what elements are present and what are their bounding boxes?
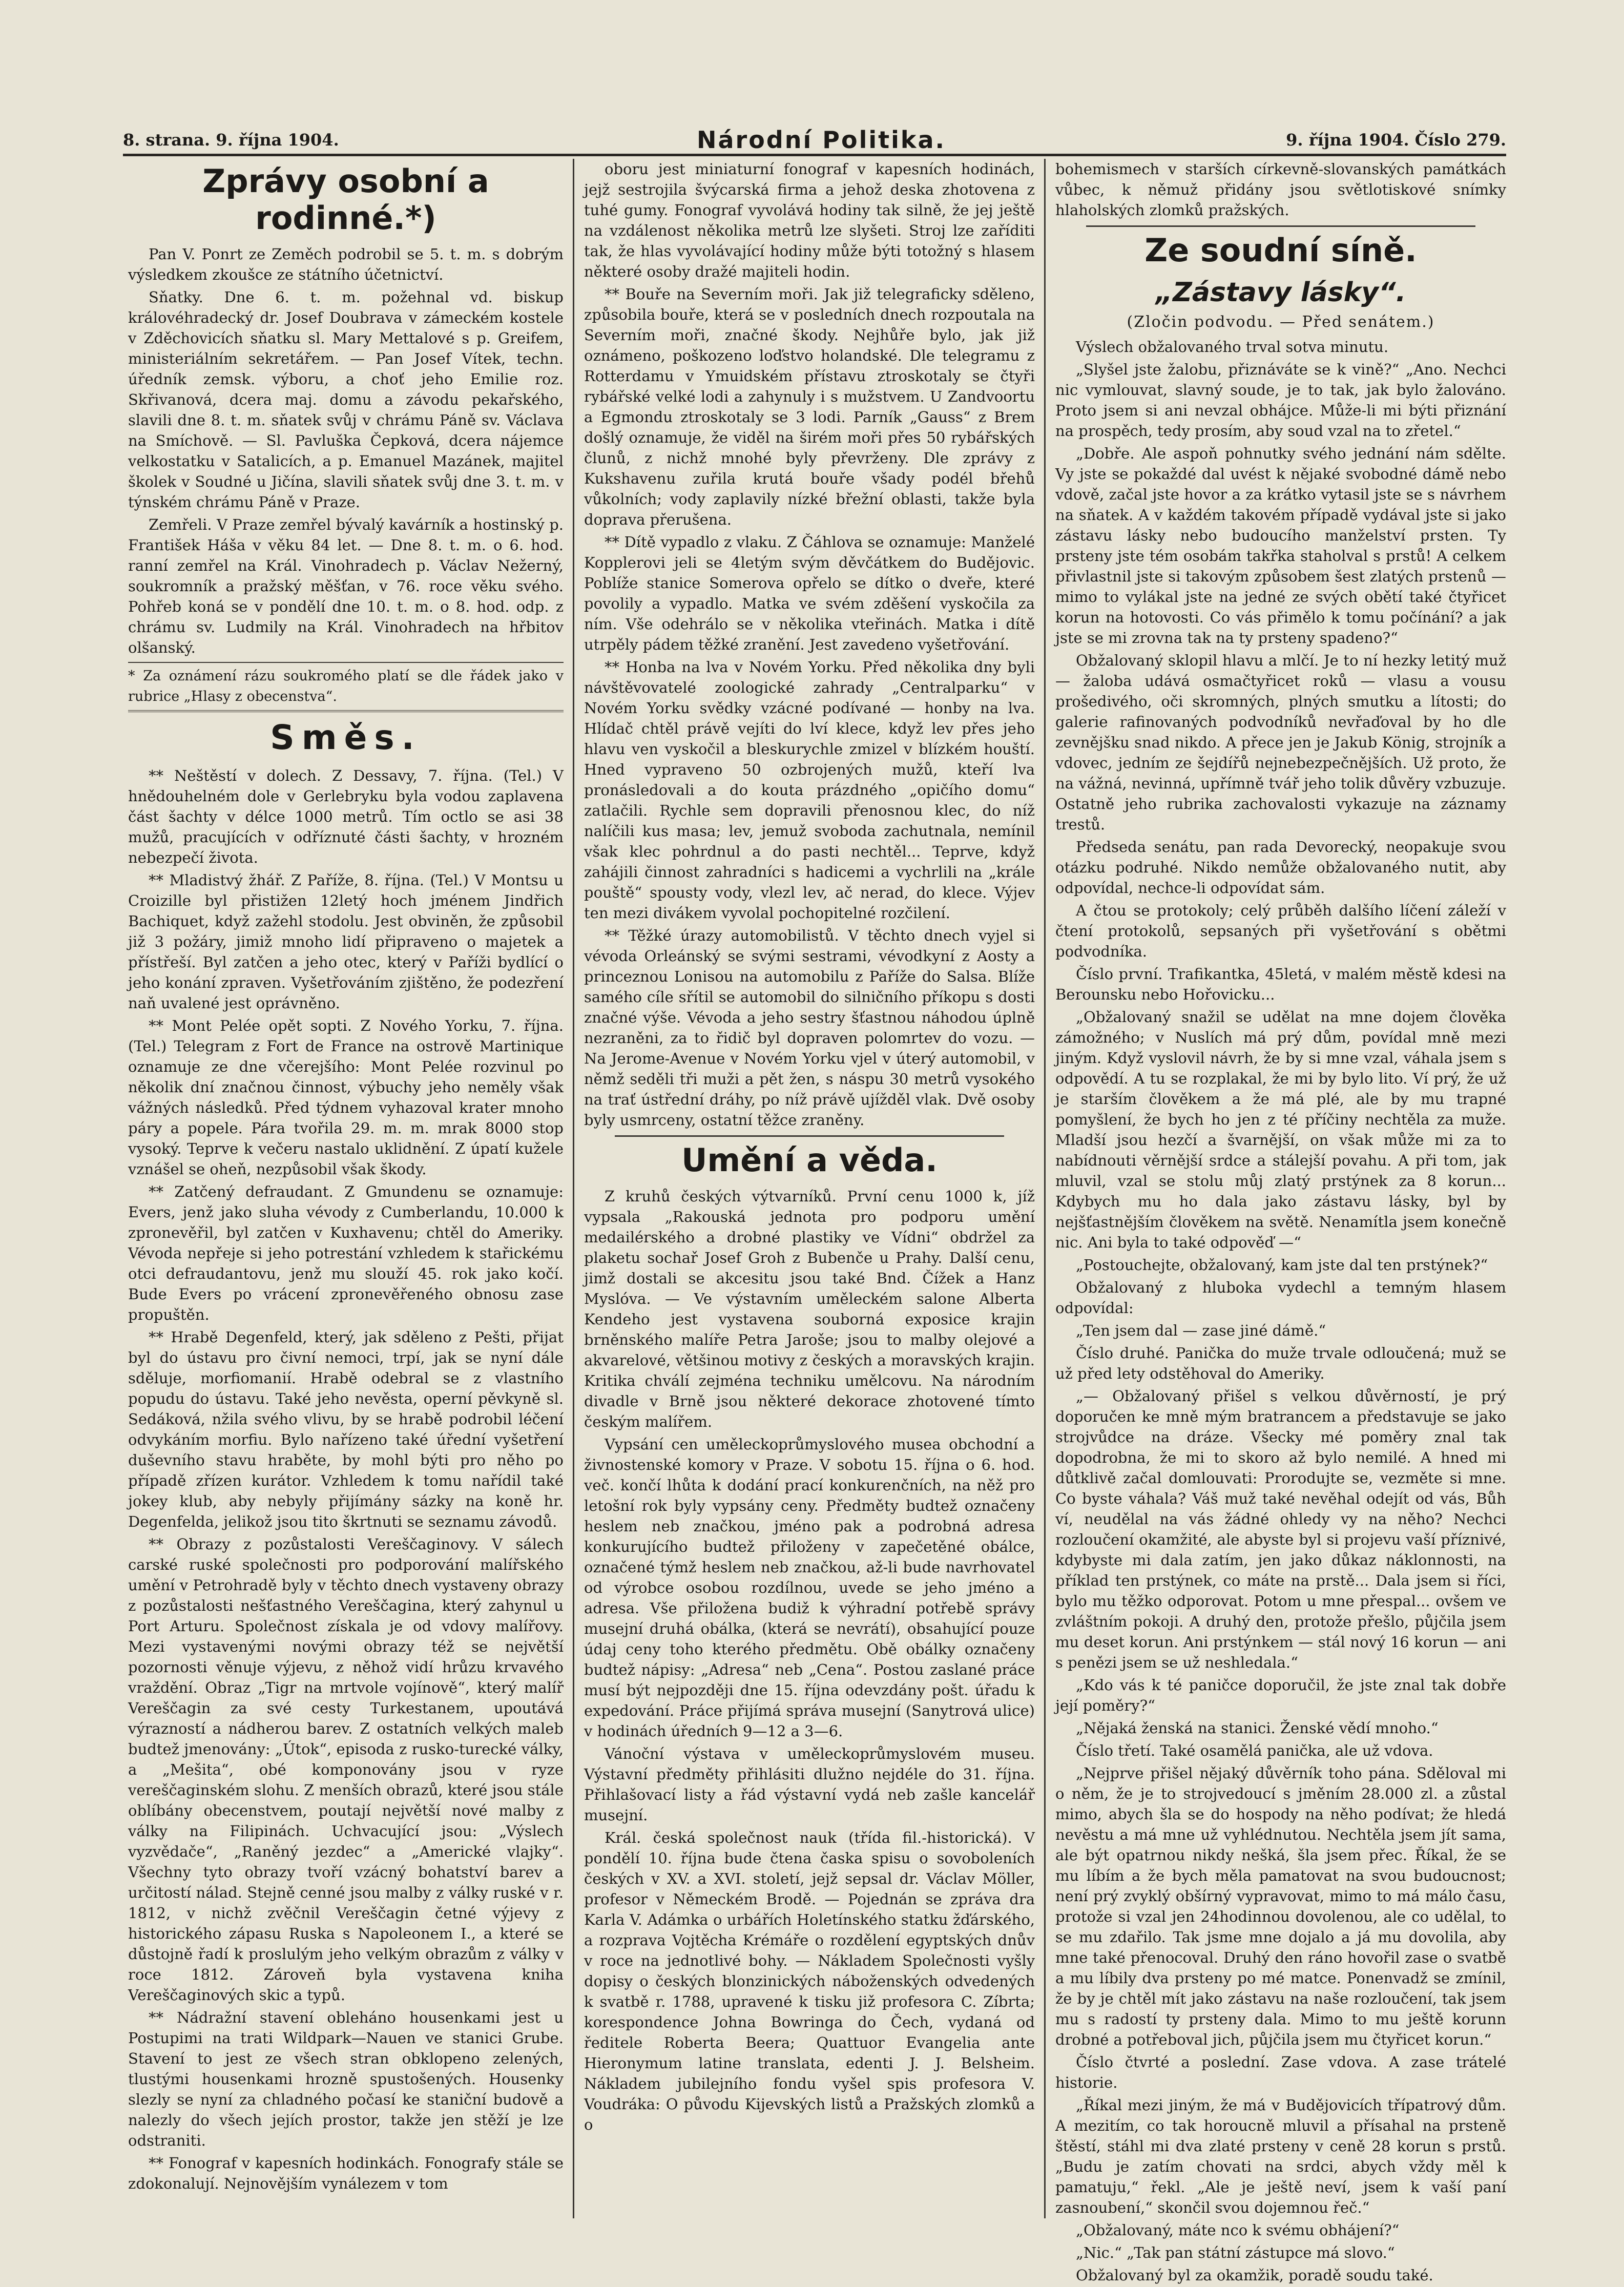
paragraph: „Dobře. Ale aspoň pohnutky svého jednání nám sdělte. Vy jste se pokaždé dal uvést k nějaké svobodné dámě nebo vdově, začal jste hovor a za krátko vytasil jste se s návrhem na sňatek. A v každém takovém případě vydával jste si jako zástavu lásky nebo budoucího manželství prsten. Ty prsteny jste tém osobám takřka staholval s prstů! A celkem přivlastnil jste si takovým způsobem šest zlatých prstenů — mimo to vylákal jste na jedné ze svých obětí také čtyřicet korun na hotovosti. Co vás přimělo k tomu počínání? a jak jste se mi zrovna tak na ty prsteny spadeno?“: [1055, 445, 1506, 647]
article-subtitle: (Zločin podvodu. — Před senátem.): [1127, 313, 1435, 331]
paragraph: „Postouchejte, obžalovaný, kam jste dal ten prstýnek?“: [1076, 1256, 1488, 1274]
paragraph: ** Mladistvý žhář. Z Paříže, 8. října. (Tel.) V Montsu u Croizille byl přistižen 12letý hoch jménem Jindřich Bachiquet, když zažehl stodolu. Jest obviněn, že způsobil již 3 požáry, jimiž mnoho lidí připraveno o majetek a přístřeší. Byl zatčen a jeho otec, který v Paříži bydlící o jeho konání zpraven. Vyšetřováním zjištěno, že podezření naň uvalené jest oprávněno.: [128, 871, 564, 1012]
column-separator: [1044, 159, 1046, 2218]
paragraph: Číslo třetí. Také osamělá panička, ale už vdova.: [1076, 1742, 1433, 1759]
section-title-smes: Směs.: [270, 718, 422, 757]
paragraph: „Ten jsem dal — zase jiné dámě.“: [1076, 1322, 1326, 1339]
column-3: [1055, 159, 1506, 2284]
paragraph: Číslo první. Trafikantka, 45letá, v malém městě kdesi na Berounsku nebo Hořovicku...: [1055, 965, 1506, 1003]
paragraph: ** Honba na lva v Novém Yorku. Před několika dny byli návštěvovatelé zoologické zahrady „Centralparku“ v Novém Yorku svědky vzácné podívané — honby na lva. Hlídač chtěl právě vejíti do lví klece, když lev přes jeho hlavu ven vyskočil a bleskurychle zmizel v blízkém houští. Hned vypraveno 50 ozbrojených mužů, kteří lva pronásledovali a do kouta prázdného „opičího domu“ zatlačili. Rychle sem dopravili přenosnou klec, do níž nalíčili kus masa; lev, jemuž svoboda zachutnala, nemínil však klec pohrdnul a do pasti nechtěl... Teprve, když zahájili činnost zahradníci s hadicemi a vychrlili na „krále pouště“ spousty vody, vlezl lev, ač nerad, do klece. Výjev ten mezi divákem vyvolal pochopitelné rozčilení.: [584, 658, 1035, 922]
column-2: [584, 159, 1035, 2218]
paragraph: „Obžalovaný, máte nco k svému obhájení?“: [1076, 2221, 1400, 2239]
paragraph: oboru jest miniaturní fonograf v kapesních hodinách, jejž sestrojila švýcarská firma a jehož deska zhotovena z tuhé gumy. Fonograf vyvolává hodiny tak silně, že jej ještě na vzdálenost několika metrů lze slyšeti. Stroj lze zaříditi tak, že hlas vyvolávající hodiny může býti totožný s hlasem některé osoby dražé majiteli hodin.: [584, 160, 1035, 280]
paragraph: A čtou se protokoly; celý průběh dalšího líčení záleží v čtení protokolů, sepsaných při vyšetřování s obětmi podvodníka.: [1055, 902, 1506, 960]
paragraph: ** Těžké úrazy automobilistů. V těchto dnech vyjel si vévoda Orleánský se svými sestrami, vévodkyní z Aosty a princeznou Lonisou na automobilu z Paříže do Salsa. Blíže samého cíle sřítil se automobil do silničního příkopu s dosti značné výše. Vévoda a jeho sestry šťastnou náhodou úplně nezraněni, za to řidič byl dopraven polomrtev do vozu. — Na Jerome-Avenue v Novém Yorku vjel v úterý automobil, v němž seděli tři muži a pět žen, s náspu 30 metrů vysokého na trať ústřední dráhy, po níž právě ujížděl vlak. Dvě osoby byly usmrceny, ostatní těžce zraněny.: [584, 927, 1035, 1129]
paragraph: Číslo čtvrté a poslední. Zase vdova. A zase trátelé historie.: [1055, 2053, 1506, 2091]
header-rule: [123, 154, 1506, 156]
section-title-culture: Umění a věda.: [681, 1141, 938, 1179]
paragraph: Výslech obžalovaného trval sotva minutu.: [1076, 338, 1389, 356]
paragraph: „Obžalovaný snažil se udělat na mne dojem člověka zámožného; v Nuslích má prý dům, povídal mně mezi jiným. Když vyslovil návrh, že by si mne vzal, váhala jsem s odpovědí. A tu se rozplakal, že mi by bylo lito. Ví prý, že už je starším člověkem a že má plé, ale by mu trapné pomyšlení, že bych ho jen z té příčiny nechtěla za muže. Mladší jsou hezčí a švarnější, on však může mi za to nabídnouti věrnější srdce a stálejší povahu. A při tom, jak mluvil, vzal se stolu můj zlatý prstýnek za 8 korun... Kdybych mu ho dala jako zástavu lásky, byl by nejšťastnějším člověkem na světě. Nenamítla jsem konečně nic. Ani byla to také odpověď —“: [1055, 1008, 1506, 1251]
paragraph: Zemřeli. V Praze zemřel bývalý kavárník a hostinský p. František Háša v věku 84 let. — Dne 8. t. m. o 6. hod. ranní zemřel na Král. Vinohradech p. Václav Nežerný, soukromník a pražský měšťan, v 76. roce věku svého. Pohřeb koná se v pondělí dne 10. t. m. o 8. hod. odp. z chrámu sv. Ludmily na Král. Vinohradech na hřbitov olšanský.: [128, 516, 564, 656]
section-title-personal: Zprávy osobní a rodinné.*): [202, 162, 489, 237]
section-divider: [615, 1135, 1004, 1137]
paragraph: ** Zatčený defraudant. Z Gmundenu se oznamuje: Evers, jenž jako sluha vévody z Cumberlandu, 10.000 k zpronevěřil, byl zatčen v Kuxhavenu; chtěl do Ameriky. Vévoda nepřeje si jeho potrestání vzhledem k stařickému otci defraudantovu, jenž mu slouží 45. rok jako kočí. Bude Evers po vrácení zpronevěřeného obnosu zase propuštěn.: [128, 1183, 564, 1323]
paragraph: Pan V. Ponrt ze Zeměch podrobil se 5. t. m. s dobrým výsledkem zkoušce ze státního účetnictví.: [128, 245, 564, 283]
footnote: * Za oznámení rázu soukromého platí se dle řádek jako v rubrice „Hlasy z obecenstva“.: [128, 662, 564, 712]
paragraph: ** Neštěstí v dolech. Z Dessavy, 7. října. (Tel.) V hnědouhelném dole v Gerlebryku byla vodou zaplavena část šachty v délce 1000 metrů. Tím octlo se asi 38 mužů, pracujících v odříznuté části šachty, v hrozném nebezpečí života.: [128, 767, 564, 866]
paragraph: ** Fonograf v kapesních hodinkách. Fonografy stále se zdokonalují. Nejnovějším vynálezem v tom: [128, 2154, 564, 2192]
paragraph: ** Mont Pelée opět sopti. Z Nového Yorku, 7. října. (Tel.) Telegram z Fort de France na ostrově Martinique oznamuje ze dne včerejšího: Mont Pelée rozvinul po několik dní značnou činnost, výbuchy jeho neměly však vážných následků. Před týdnem vyhazoval krater mnoho páry a popele. Pára tvořila 29. m. m. mrak 8000 stop vysoký. Teprve k večeru nastalo uklidnění. Z úpatí kužele vznášel se oheň, nezpůsobil však škody.: [128, 1017, 564, 1178]
page-number: 8. strana. 9. října 1904.: [123, 130, 339, 150]
paragraph: bohemismech v starších církevně-slovanských památkách vůbec, k němuž přidány jsou světlotiskové snímky hlaholských zlomků pražských.: [1055, 160, 1506, 219]
paragraph: ** Hrabě Degenfeld, který, jak sděleno z Pešti, přijat byl do ústavu pro čivní nemoci, trpí, jak se nyní dále sděluje, morfiomanií. Hrabě odebral se z vlastního popudu do ústavu. Také jeho nevěsta, operní pěvkyně sl. Sedáková, nžila svého vlivu, by se hrabě podrobil léčení odvykáním morfiu. Bylo nařízeno také úřední vyšetření duševního stavu hraběte, by mohl býti pro něho po případě zřízen kurátor. Vzhledem k tomu nařídil také jokey klub, aby nebyly přijímány sázky na koně hr. Degenfelda, jelikož jsou tito škrtnuti se seznamu závodů.: [128, 1328, 564, 1530]
paragraph: Obžalovaný byl za okamžik, poradě soudu také.: [1076, 2267, 1433, 2284]
paragraph: „Nejprve přišel nějaký důvěrník toho pána. Sděloval mi o něm, že je to strojvedoucí s jměním 28.000 zl. a zůstal mimo, abych šla se do hospody na něho podívat; že hledá nevěstu a má mne už vyhlédnutou. Nechtěla jsem jít sama, ale být opatrnou nikdy nešká, šla jsem přec. Říkal, že se mu líbím a že bych měla pamatovat na svou budoucnost; není prý zvyklý obšírný vypravovat, mimo to má málo času, protože si vzal jen 24hodinnou dovolenou, ale co udělal, to se mu zdařilo. Tak jsme mne dojalo a já mu dovolila, aby mne také přenocoval. Druhý den ráno hovořil zase o svatbě a mu líbily dva prsteny po mé matce. Ponenvadž se zmínil, že by je chtěl mít jako zástavu na naše rozloučení, tak jsem mu s radostí ty prsteny dala. Mimo to mu ještě korunn drobné a potřeboval jich, půjčila jsem mu čtyřicet korun.“: [1055, 1764, 1506, 2048]
paragraph: ** Nádražní stavení obleháno housenkami jest u Postupimi na trati Wildpark—Nauen ve stanici Grube. Stavení to jest ze všech stran obklopeno zelených, tlustými housenkami hrozně spustošených. Housenky slezly se nyní za chladného počasí ke staniční budově a nalezly do všech jejích prostor, takže jen stěží je lze odstraniti.: [128, 2009, 564, 2149]
section-divider: [1086, 225, 1475, 227]
paragraph: Předseda senátu, pan rada Devorecký, neopakuje svou otázku podruhé. Nikdo nemůže obžalovaného nutit, aby odpovídal, nechce-li odpovídat sám.: [1055, 838, 1506, 897]
column-separator: [573, 159, 574, 2218]
paragraph: „— Obžalovaný přišel s velkou důvěrností, je prý doporučen ke mně mým bratrancem a představuje se jako strojvůdce na dráze. Všecky mé poměry znal tak dopodrobna, že mi to skoro až bylo nemilé. A hned mi důtklivě začal domlouvati: Prorodujte se, vezměte si mne. Co byste váhala? Váš muž také nevěhal odejít od vás, Bůh ví, neudělal na vás žádné ohledy vy na něho? Nechci rozloučení okamžité, ale abyste byl si projevu vaší příznivé, kdybyste mi dala zatím, jen jako důkaz náklonnosti, na příklad ten prstýnek, co máte na prstě... Dala jsem si říci, bylo mu těžko odporovat. Potom u mne přespal... ovšem ve zvláštním pokoji. A druhý den, protože přešlo, půjčila jsem mu deset korun. Ani prstýnkem — stál nový 16 korun — ani s penězi jsem se už neshledala.“: [1055, 1387, 1506, 1671]
paragraph: Z kruhů českých výtvarníků. První cenu 1000 k, jíž vypsala „Rakouská jednota pro podporu umění medailérského a drobné plastiky ve Vídni“ obdržel za plaketu sochař Josef Groh z Bubenče u Prahy. Další cenu, jimž dostali se akcesitu jsou také Bnd. Čížek a Hanz Myslóva. — Ve výstavním uměleckém salone Alberta Kendeho jest vystavena souborná exposice krajin brněnského malíře Petra Jaroše; jsou to malby olejové a akvarelové, většinou motivy z českých a moravských krajin. Kritika chválí zejména techniku umělcovu. Na národním divadle v Brně jsou některé dekorace zhotovené tímto českým malířem.: [584, 1188, 1035, 1430]
paragraph: „Slyšel jste žalobu, přiznáváte se k vině?“ „Ano. Nechci nic vymlouvat, slavný soude, je to tak, jak bylo žalováno. Proto jsem si ani nevzal obhájce. Může-li mi býti přiznání na prospěch, tedy prosím, aby soud vzal na to zřetel.“: [1055, 361, 1506, 440]
paragraph: Vánoční výstava v uměleckoprůmyslovém museu. Výstavní předměty přihlásiti dlužno nejdéle do 31. října. Přihlašovací listy a řád výstavní vydá neb zašle kancelář musejní.: [584, 1745, 1035, 1824]
paragraph: ** Obrazy z pozůstalosti Vereščaginovy. V sálech carské ruské společnosti pro podporování malířského umění v Petrohradě byly v těchto dnech vystaveny obrazy z pozůstalosti nešťastného Vereščagina, který zahynul u Port Arturu. Společnost získala je od vdovy malířovy. Mezi vystavenými novými obrazy též se největší pozornosti věnuje výjevu, z něhož vidí hrůzu krvavého vraždění. Obraz „Tigr na mrtvole vojínově“, který malíř Vereščagin za své cesty Turkestanem, upoutává výrazností a nádherou barev. Z ostatních velkých maleb budtež jmenovány: „Útok“, episoda z rusko-turecké války, a „Mešita“, obé komponovány jsou v ryze vereščaginském slohu. Z menších obrazů, které jsou stále oblíbány obecenstvem, poutají největší nové malby z války na Filipinách. Uchvacující jsou: „Výslech vyzvědače“, „Raněný jezdec“ a „Americké vlajky“. Všechny tyto obrazy tvoří vzácný bohatství barev a určitostí nálad. Stejně cenné jsou malby z války ruské v r. 1812, v nichž zvěčnil Vereščagin četné výjevy z historického zápasu Ruska s Napoleonem I., a které se důstojně řadí k proslulým jeho velkým obrazům z války v roce 1812. Zároveň byla vystavena kniha Vereščaginových skic a typů.: [128, 1535, 564, 2004]
article-title: „Zástavy lásky“.: [1155, 277, 1406, 308]
issue-number: 9. října 1904. Číslo 279.: [1286, 130, 1506, 150]
paragraph: Sňatky. Dne 6. t. m. požehnal vd. biskup královéhradecký dr. Josef Doubrava v zámeckém kostele v Zděchovicích sňatku sl. Mary Mettalové s p. Greifem, ministeriálním sekretářem. — Pan Josef Vítek, techn. úředník zemsk. výboru, a choť jeho Emilie roz. Skřivanová, dcera maj. domu a závodu pekařského, slavili dne 8. t. m. sňatek svůj v chrámu Páně sv. Václava na Smíchově. — Sl. Pavluška Čepková, dcera nájemce velkostatku v Satalicích, a p. Emanuel Mazánek, majitel školek v Soudné u Jičína, slavili sňatek svůj dne 3. t. m. v týnském chrámu Páně v Praze.: [128, 288, 564, 511]
paragraph: Obžalovaný z hluboka vydechl a temným hlasem odpovídal:: [1055, 1279, 1506, 1317]
page-header: [123, 126, 1506, 157]
paragraph: ** Dítě vypadlo z vlaku. Z Čáhlova se oznamuje: Manželé Kopplerovi jeli se 4letým svým děvčátkem do Budějovic. Poblíže stanice Somerova opřelo se dítko o dveře, které povolily a vypadlo. Matka ve svém zděšení vyskočila za ním. Vše odehrálo se v několika vteřinách. Matka i dítě utrpěly pádem těžké zranění. Jest zavedeno vyšetřování.: [584, 533, 1035, 653]
paragraph: ** Bouře na Severním moři. Jak již telegraficky sděleno, způsobila bouře, která se v posledních dnech rozpoutala na Severním moři, značné škody. Nejhůře bylo, jak již oznámeno, poškozeno loďstvo holandské. Dle telegramu z Rotterdamu v Ymuidském přístavu ztroskotaly se čtyři rybářské velké lodi a zahynuly i s mužstvem. U Zandvoortu a Egmondu ztroskotaly se 3 lodi. Parník „Gauss“ z Brem došlý oznamuje, že viděl na širém moři přes 50 rybářských člunů, z nichž mnohé byly převrženy. Dle zprávy z Kukshavenu zuřila krutá bouře všady podél břehů vůkolních; vody zaplavily nízké břežní oblasti, takže byla doprava přerušena.: [584, 285, 1035, 528]
paragraph: Vypsání cen uměleckoprůmyslového musea obchodní a živnostenské komory v Praze. V sobotu 15. října o 6. hod. več. končí lhůta k dodání prací konkurenčních, na něž pro letošní rok byly vypsány ceny. Předměty budtež označeny heslem neb značkou, jméno pak a podrobná adresa konkurujícího budtež přiloženy v zapečetěné obálce, označené týmž heslem neb značkou, až-li bude navrhovatel od výrobce osobou rozdílnou, uvede se jeho jméno a adresa. Vše přiložena budiž k výhradní potřebě správy musejní druhá obálka, (která se nevrátí), obsahující pouze údaj ceny toho kterého předmětu. Obě obálky označeny budtež nápisy: „Adresa“ neb „Cena“. Postou zaslané práce musí být nejpozději dne 15. října odevzdány pošt. úřadu k expedování. Práce přijímá správa musejní (Sanytrová ulice) v hodinách úředních 9—12 a 3—6.: [584, 1436, 1035, 1740]
paragraph: Číslo druhé. Panička do muže trvale odloučená; muž se už před lety odstěhoval do Ameriky.: [1055, 1344, 1506, 1382]
section-title-court: Ze soudní síně.: [1144, 232, 1417, 269]
paragraph: „Nic.“ „Tak pan státní zástupce má slovo.“: [1076, 2244, 1395, 2261]
paragraph: „Kdo vás k té paničce doporučil, že jste znal tak dobře její poměry?“: [1055, 1676, 1506, 1714]
paragraph: Král. česká společnost nauk (třída fil.-historická). V pondělí 10. října bude čtena časka spisu o sovoboleních českých v XV. a XVI. století, jejž sepsal dr. Václav Möller, profesor v Německém Brodě. — Pojednán se zpráva dra Karla V. Adámka o urbářích Holetínského statku žďárského, a rozprava Vojtěcha Krémáře o rozdělení egyptských dnův v roce na jednotlivé bohy. — Nákladem Společnosti vyšly dopisy o českých blonzinických náboženských odvedených k svatbě r. 1788, upravené k tisku již profesora C. Zíbrta; korespondence Johna Bowringa do Čech, vydaná od ředitele Roberta Beera; Quattuor Evangelia ante Hieronymum latine translata, edenti J. J. Belsheim. Nákladem jubilejního fondu vyšel spis profesora V. Voudráka: O původu Kijevských listů a Pražských zlomků a o: [584, 1829, 1035, 2133]
paragraph: „Nějaká ženská na stanici. Ženské vědí mnoho.“: [1076, 1719, 1439, 1737]
column-1: [128, 159, 564, 2218]
masthead-title: Národní Politika.: [697, 126, 946, 154]
paragraph: „Říkal mezi jiným, že má v Budějovicích třípatrový dům. A mezitím, co tak horoucně mluvil a přísahal na prsteně štěstí, stáhl mi dva zlaté prsteny v ceně 28 korun s prstů. „Budu je zatím chovati na srdci, abych vždy měl k pamatuju,“ řekl. „Ale je ještě neví, jsem k vaší paní zasnoubení,“ skončil svou dojemnou řeč.“: [1055, 2096, 1506, 2216]
paragraph: Obžalovaný sklopil hlavu a mlčí. Je to ní hezky letitý muž — žaloba udává osmačtyřicet roků — vlasu a vousu prošedivého, oči skromných, plných smutku a lítosti; do galerie rafinovaných podvodníků nevřaďoval by ho dle zevnějšku snad nikdo. A přece jen je Jakub König, strojník a vdovec, jedním ze šejdířů nejnebezpečnějších. Už proto, že na vážná, nevinná, upřímně tvář jeho tolik důvěry vzbuzuje. Ostatně jeho rubrika zachovalosti vykazuje na záznamy trestů.: [1055, 652, 1506, 833]
